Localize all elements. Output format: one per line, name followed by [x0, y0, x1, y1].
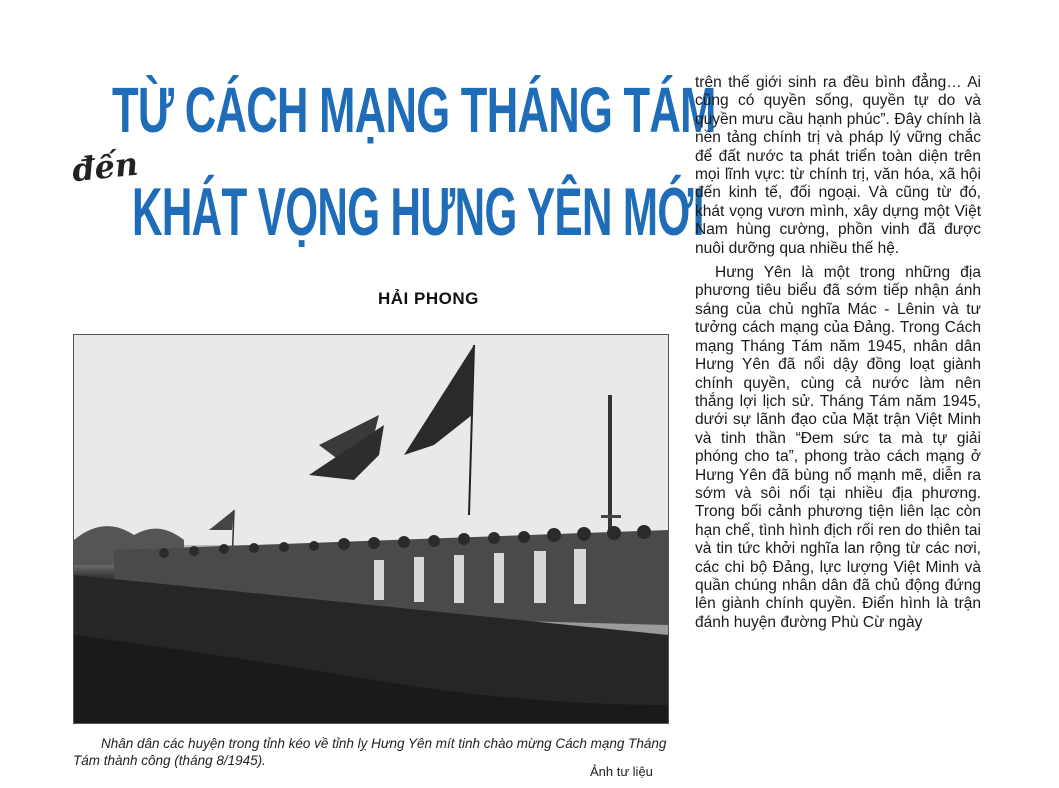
article-paragraph-2: Hưng Yên là một trong những địa phương tiêu biểu đã sớm tiếp nhận ánh sáng của chủ nghĩa Mác - Lênin và tư tưởng cách mạng của Đảng. Trong Cách mạng Tháng Tám năm 1945, nhân dân Hưng Yên đã nổi dậy đồng loạt giành chính quyền, cùng cả nước làm nên thắng lợi lịch sử. Tháng Tám năm 1945, dưới sự lãnh đạo của Mặt trận Việt Minh và tinh thần “Đem sức ta mà tự giải phóng cho ta”, phong trào cách mạng ở Hưng Yên đã bùng nổ mạnh mẽ, diễn ra sớm và sôi nổi tại nhiều địa phương. Trong bối cảnh phương tiện liên lạc còn hạn chế, tình hình địch rối ren do thiên tai và tin tức khởi nghĩa lan rộng từ các nơi, các chi bộ Đảng, lực lượng Việt Minh và quần chúng nhân dân đã chủ động đứng lên giành chính quyền. Điển hình là trận đánh huyện đường Phù Cừ ngày	[695, 264, 981, 631]
article-column	[695, 74, 981, 638]
author-byline: HẢI PHONG	[378, 289, 479, 308]
headline-connector: đến	[70, 144, 140, 190]
article-paragraph-1: trên thế giới sinh ra đều bình đẳng… Ai cũng có quyền sống, quyền tự do và quyền mưu cầu hạnh phúc”. Đây chính là nền tảng chính trị và pháp lý vững chắc để đất nước ta phát triển toàn diện trên mọi lĩnh vực: từ chính trị, văn hóa, xã hội đến kinh tế, đối ngoại. Và cũng từ đó, khát vọng vươn mình, xây dựng một Việt Nam hùng cường, phồn vinh đã được nuôi dưỡng qua nhiều thế hệ.	[695, 74, 981, 257]
headline-line-1: TỪ CÁCH MẠNG THÁNG TÁM	[112, 74, 716, 146]
historical-photo	[73, 334, 669, 724]
photo-caption: Nhân dân các huyện trong tỉnh kéo về tỉnh lỵ Hưng Yên mít tinh chào mừng Cách mạng Tháng Tám thành công (tháng 8/1945).	[73, 736, 667, 768]
headline-line-2: KHÁT VỌNG HƯNG YÊN MỚI	[132, 174, 704, 250]
photo-credit: Ảnh tư liệu	[590, 764, 653, 779]
crowd-illustration	[74, 335, 668, 723]
